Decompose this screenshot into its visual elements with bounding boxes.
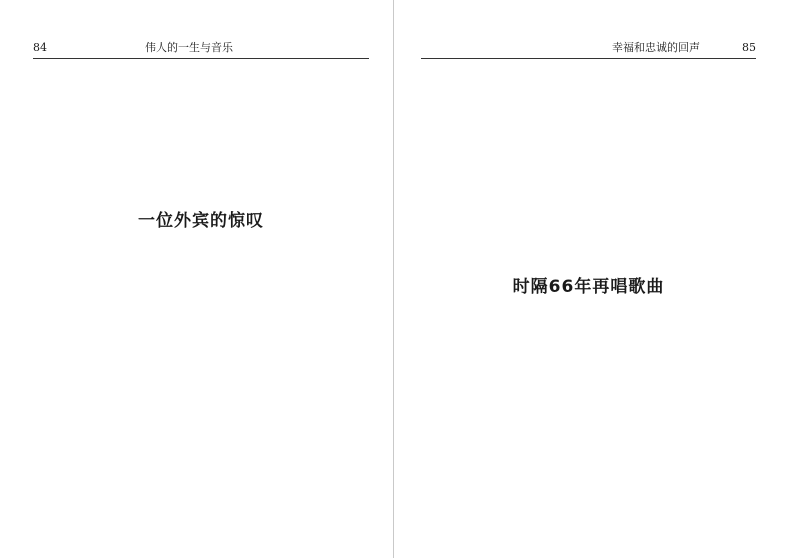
paragraph (421, 150, 756, 172)
right-page-body (421, 62, 756, 546)
paragraph (421, 62, 756, 84)
paragraph (421, 128, 756, 150)
paragraph (33, 316, 369, 338)
paragraph (421, 194, 756, 216)
paragraph (33, 250, 369, 272)
left-page (0, 0, 393, 558)
left-paragraphs-after (33, 250, 369, 338)
paragraph (33, 62, 369, 84)
right-paragraphs-after (421, 316, 756, 360)
left-section-heading: 一位外宾的惊叹 (138, 211, 264, 231)
right-paragraphs-before (421, 62, 756, 260)
right-running-head (421, 38, 756, 59)
left-running-title: 伟人的一生与音乐 (145, 41, 233, 54)
paragraph (421, 316, 756, 338)
paragraph (33, 272, 369, 294)
paragraph (33, 294, 369, 316)
paragraph (421, 216, 756, 238)
paragraph (33, 172, 369, 194)
paragraph (33, 106, 369, 128)
paragraph (421, 84, 756, 106)
right-section-heading: 时隔66年再唱歌曲 (512, 277, 665, 297)
left-running-head (33, 38, 369, 59)
paragraph (33, 128, 369, 150)
right-page-number: 85 (742, 41, 756, 54)
paragraph (421, 238, 756, 260)
paragraph (421, 172, 756, 194)
paragraph (421, 106, 756, 128)
right-running-title: 幸福和忠诚的回声 (612, 41, 700, 54)
left-paragraphs-before (33, 62, 369, 194)
paragraph (421, 338, 756, 360)
left-page-body (33, 62, 369, 546)
paragraph (33, 150, 369, 172)
paragraph (33, 84, 369, 106)
left-page-number: 84 (33, 41, 47, 54)
right-page (393, 0, 786, 558)
